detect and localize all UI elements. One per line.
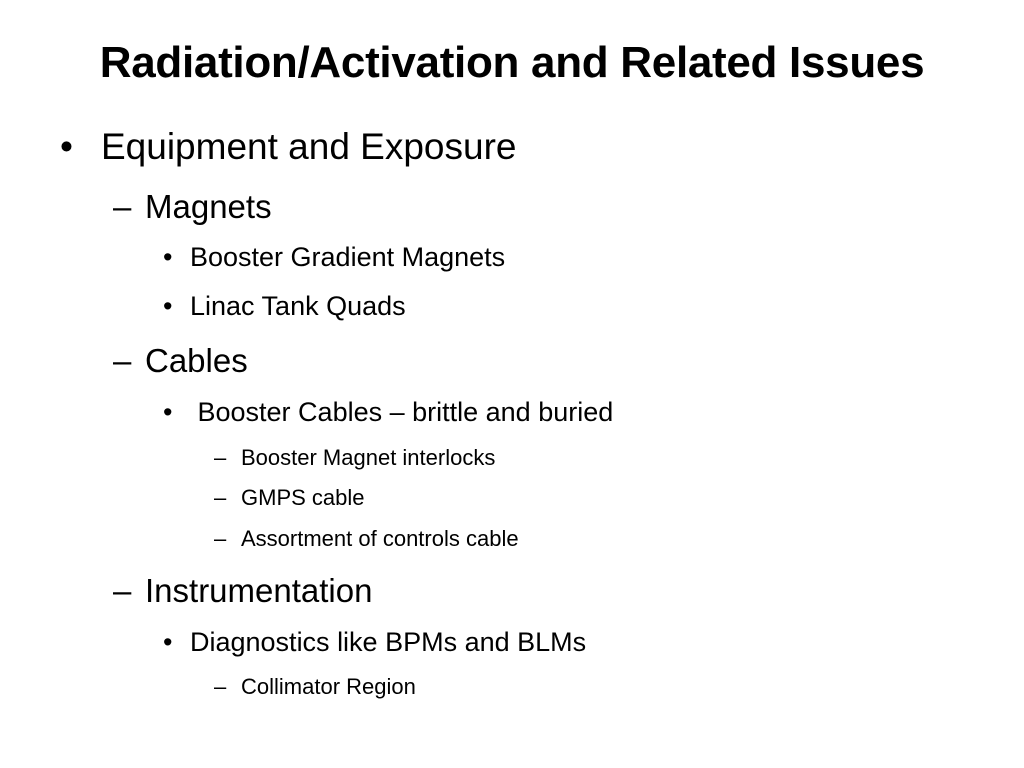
bullet-equipment-and-exposure: Equipment and Exposure [101, 126, 517, 167]
item-booster-cables: Booster Cables – brittle and buried [190, 397, 614, 427]
item-gmps-cable: GMPS cable [241, 485, 365, 510]
dash-marker: – [113, 188, 132, 225]
slide-title: Radiation/Activation and Related Issues [99, 38, 925, 87]
dash-marker: – [214, 674, 227, 699]
item-collimator-region: Collimator Region [241, 674, 416, 699]
item-diagnostics: Diagnostics like BPMs and BLMs [190, 627, 587, 657]
item-linac-tank-quads: Linac Tank Quads [190, 291, 406, 321]
dash-marker: – [214, 485, 227, 510]
sub-bullet-cables: Cables [145, 342, 248, 379]
bullet-marker: • [163, 291, 173, 321]
bullet-marker: • [163, 397, 173, 427]
sub-bullet-magnets: Magnets [145, 188, 272, 225]
item-booster-magnet-interlocks: Booster Magnet interlocks [241, 445, 496, 470]
sub-bullet-instrumentation: Instrumentation [145, 572, 373, 609]
dash-marker: – [113, 572, 132, 609]
dash-marker: – [214, 445, 227, 470]
bullet-marker: • [163, 242, 173, 272]
dash-marker: – [113, 342, 132, 379]
bullet-marker: • [163, 627, 173, 657]
bullet-marker: • [60, 126, 73, 167]
dash-marker: – [214, 526, 227, 551]
item-booster-gradient-magnets: Booster Gradient Magnets [190, 242, 506, 272]
item-assortment-of-controls-cable: Assortment of controls cable [241, 526, 519, 551]
